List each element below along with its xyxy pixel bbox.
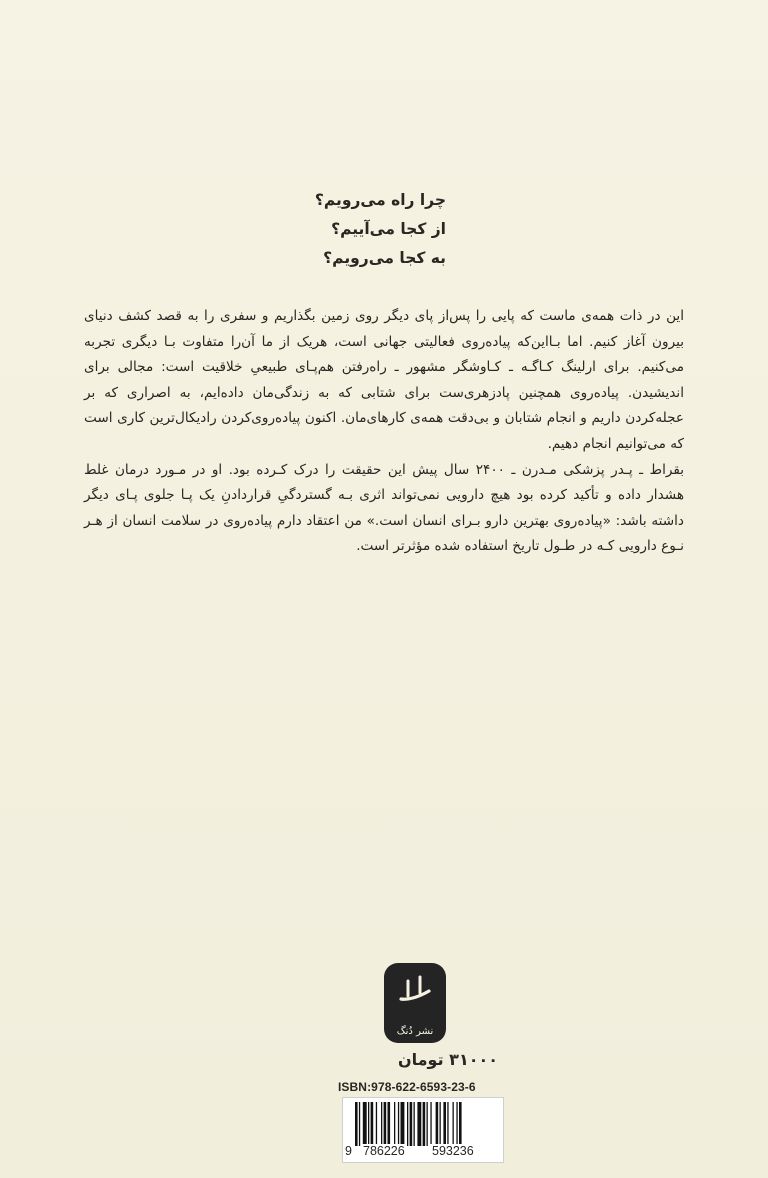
barcode-first-digit: 9: [345, 1144, 352, 1158]
blurb-text: [84, 304, 684, 560]
publisher-logo-icon: [393, 969, 437, 1013]
barcode-bar: [447, 1102, 448, 1146]
barcode-bar: [430, 1102, 431, 1146]
question-block: [186, 186, 446, 273]
barcode-right-group: 593236: [432, 1144, 474, 1158]
barcode-bar: [440, 1102, 441, 1146]
barcode-bar: [459, 1102, 462, 1146]
barcode-bar: [371, 1102, 374, 1146]
barcode-bar: [407, 1102, 408, 1146]
barcode-bar: [398, 1102, 399, 1146]
barcode-bar: [376, 1102, 377, 1146]
isbn-label: ISBN:978-622-6593-23-6: [338, 1080, 476, 1094]
question-line-2: از کجا می‌آییم؟: [331, 220, 446, 238]
barcode-bar: [359, 1102, 360, 1146]
barcode-bar: [394, 1102, 395, 1146]
publisher-logo: [384, 963, 446, 1043]
barcode-bar: [414, 1102, 415, 1146]
barcode-bars: [343, 1098, 503, 1146]
barcode-bar: [453, 1102, 454, 1146]
barcode-bar: [355, 1102, 358, 1146]
barcode-bar: [368, 1102, 369, 1146]
barcode-bar: [388, 1102, 391, 1146]
barcode: [342, 1097, 504, 1163]
barcode-bar: [384, 1102, 387, 1146]
barcode-bar: [456, 1102, 457, 1146]
barcode-bar: [401, 1102, 405, 1146]
barcode-bar: [417, 1102, 421, 1146]
price-label: ۳۱۰۰۰ تومان: [397, 1050, 498, 1069]
barcode-bar: [423, 1102, 426, 1146]
barcode-bar: [436, 1102, 439, 1146]
barcode-bar: [427, 1102, 428, 1146]
blurb-paragraph-2: بقراط ـ پـدر پزشکی مـدرن ـ ۲۴۰۰ سال پیش این حقیقت را درک کـرده بود. او در مـورد درمان غلط هشدار داده و تأکید کرده بود هیچ دارویی نمی‌تواند اثری بـه گستردگیِ قراردادنِ یک پـا جلوی پـای دیگر داشته باشد: «پیاده‌روی بهترین دارو بـرای انسان است.» من اعتقاد دارم پیاده‌روی در سلامت انسان از هـر نـوع دارویی کـه در طـول تاریخ استفاده شده مؤثرتر است.: [84, 461, 685, 555]
blurb-paragraph-1: این در ذات همه‌ی ماست که پایی را پس‌از پای دیگر روی زمین بگذاریم و سفری را به قصد کشف دنیای بیرون آغاز کنیم. اما بـااین‌که پیاده‌روی فعالیتی جهانی است، هریک از ما آن‌را متفاوت بـا دیگری تجربه می‌کنیم. برای ارلینگ کـاگـه ـ کـاوشگر مشهور ـ راه‌رفتن هم‌پـای طبیعیِ خلاقیت است: مجالی برای اندیشیدن. پیاده‌روی همچنین پادزهری‌ست برای شتابی که به زندگی‌مان داده‌ایم، به اصراری که بر عجله‌کردن داریم و انجام شتابان و بی‌دقت همه‌ی کارهای‌مان. اکنون پیاده‌روی‌کردن رادیکال‌ترین کاری است که می‌توانیم انجام دهیم.: [84, 308, 684, 452]
barcode-bar: [443, 1102, 446, 1146]
barcode-bar: [363, 1102, 367, 1146]
barcode-bar: [410, 1102, 413, 1146]
question-line-3: به کجا می‌رویم؟: [323, 249, 446, 267]
barcode-left-group: 786226: [363, 1144, 405, 1158]
barcode-bar: [381, 1102, 382, 1146]
publisher-name: نشر دُنگ: [396, 1026, 434, 1037]
question-line-1: چرا راه می‌رویم؟: [314, 191, 446, 209]
